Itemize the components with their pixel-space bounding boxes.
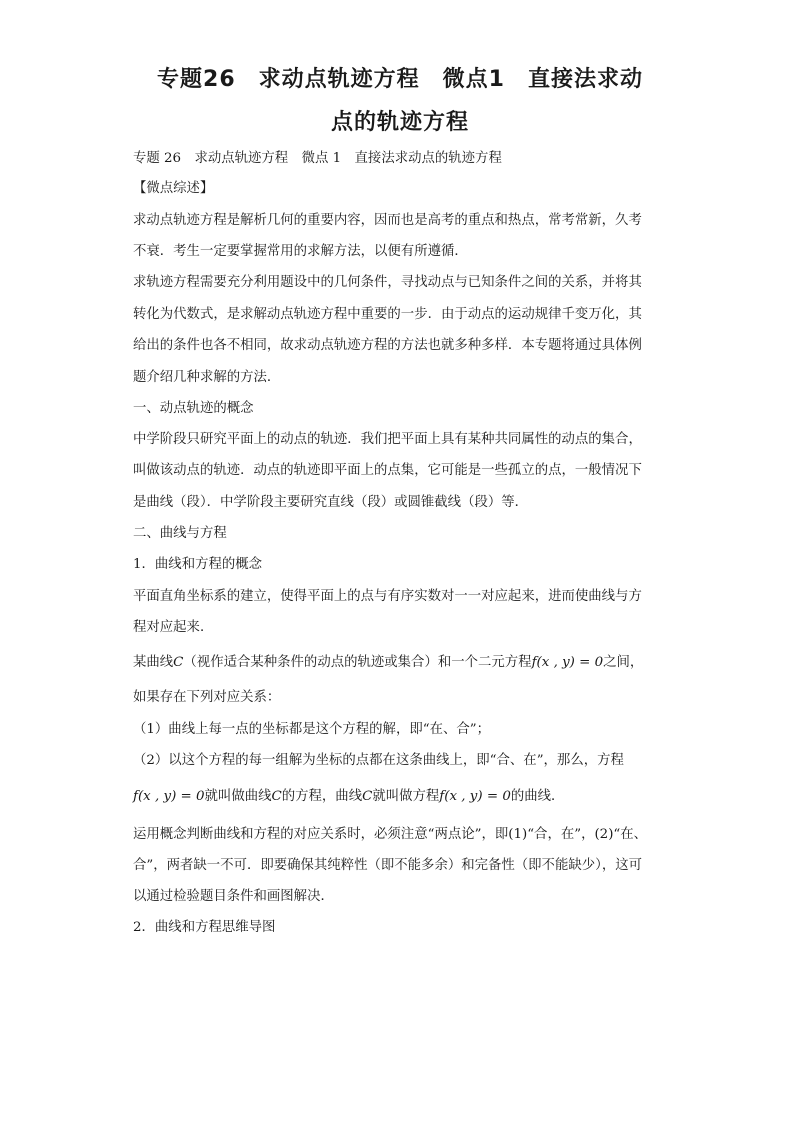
subsection-2-heading: 2．曲线和方程思维导图 — [133, 920, 276, 935]
definition-line-2: 如果存在下列对应关系： — [133, 690, 281, 705]
equation-formula: f(x , y) = 0 — [439, 789, 511, 804]
condition-1: （1）曲线上每一点的坐标都是这个方程的解，即“在、合”； — [133, 722, 490, 737]
subtitle: 专题 26 求动点轨迹方程 微点 1 直接法求动点的轨迹方程 — [133, 151, 502, 166]
intro-p2-line: 给出的条件也各不相同，故求动点轨迹方程的方法也就多种多样．本专题将通过具体例 — [133, 338, 642, 353]
section-1-heading: 一、动点轨迹的概念 — [133, 401, 254, 416]
subsection-1-heading: 1．曲线和方程的概念 — [133, 557, 263, 572]
intro-p2-line: 转化为代数式，是求解动点轨迹方程中重要的一步．由于动点的运动规律千变万化，其 — [133, 307, 642, 322]
intro-p1-line: 求动点轨迹方程是解析几何的重要内容，因而也是高考的重点和热点，常考常新，久考 — [133, 213, 642, 228]
curve-symbol: C — [271, 789, 282, 804]
section-1-line: 中学阶段只研究平面上的动点的轨迹．我们把平面上具有某种共同属性的动点的集合， — [133, 432, 642, 447]
definition-line: 某曲线C（视作适合某种条件的动点的轨迹或集合）和一个二元方程f(x , y) = 0之间， — [133, 655, 644, 670]
equation-formula: f(x , y) = 0 — [133, 789, 205, 804]
section-1-line: 叫做该动点的轨迹．动点的轨迹即平面上的点集，它可能是一些孤立的点，一般情况下 — [133, 463, 642, 478]
page-title-line-2: 点的轨迹方程 — [330, 110, 469, 135]
two-point-theory-line: 以通过检验题目条件和画图解决． — [133, 889, 334, 904]
section-2-heading: 二、曲线与方程 — [133, 526, 227, 541]
intro-p2-line: 求轨迹方程需要充分利用题设中的几何条件，寻找动点与已知条件之间的关系，并将其 — [133, 275, 642, 290]
section-tag: 【微点综述】 — [133, 181, 214, 196]
two-point-theory-line: 运用概念判断曲线和方程的对应关系时，必须注意“两点论”，即(1)“合，在”，(2)“在、 — [133, 827, 648, 842]
concept-line: 平面直角坐标系的建立，使得平面上的点与有序实数对一一对应起来，进而使曲线与方 — [133, 589, 642, 604]
page-title-line-1: 专题26 求动点轨迹方程 微点1 直接法求动 — [157, 67, 643, 92]
curve-symbol: C — [362, 789, 373, 804]
curve-symbol: C — [173, 655, 184, 670]
intro-p2-line: 题介绍几种求解的方法． — [133, 370, 281, 385]
equation-formula: f(x , y) = 0 — [531, 655, 604, 670]
section-1-line: 是曲线（段）．中学阶段主要研究直线（段）或圆锥截线（段）等． — [133, 495, 529, 510]
concept-line: 程对应起来． — [133, 620, 214, 635]
condition-2: （2）以这个方程的每一组解为坐标的点都在这条曲线上，即“合、在”，那么，方程 — [133, 753, 624, 768]
two-point-theory-line: 合”，两者缺一不可．即要确保其纯粹性（即不能多余）和完备性（即不能缺少），这可 — [133, 858, 642, 873]
conclusion-line: f(x , y) = 0就叫做曲线C的方程，曲线C就叫做方程f(x , y) = 0的曲线． — [133, 789, 565, 804]
intro-p1-line: 不衰．考生一定要掌握常用的求解方法，以便有所遵循． — [133, 244, 468, 259]
